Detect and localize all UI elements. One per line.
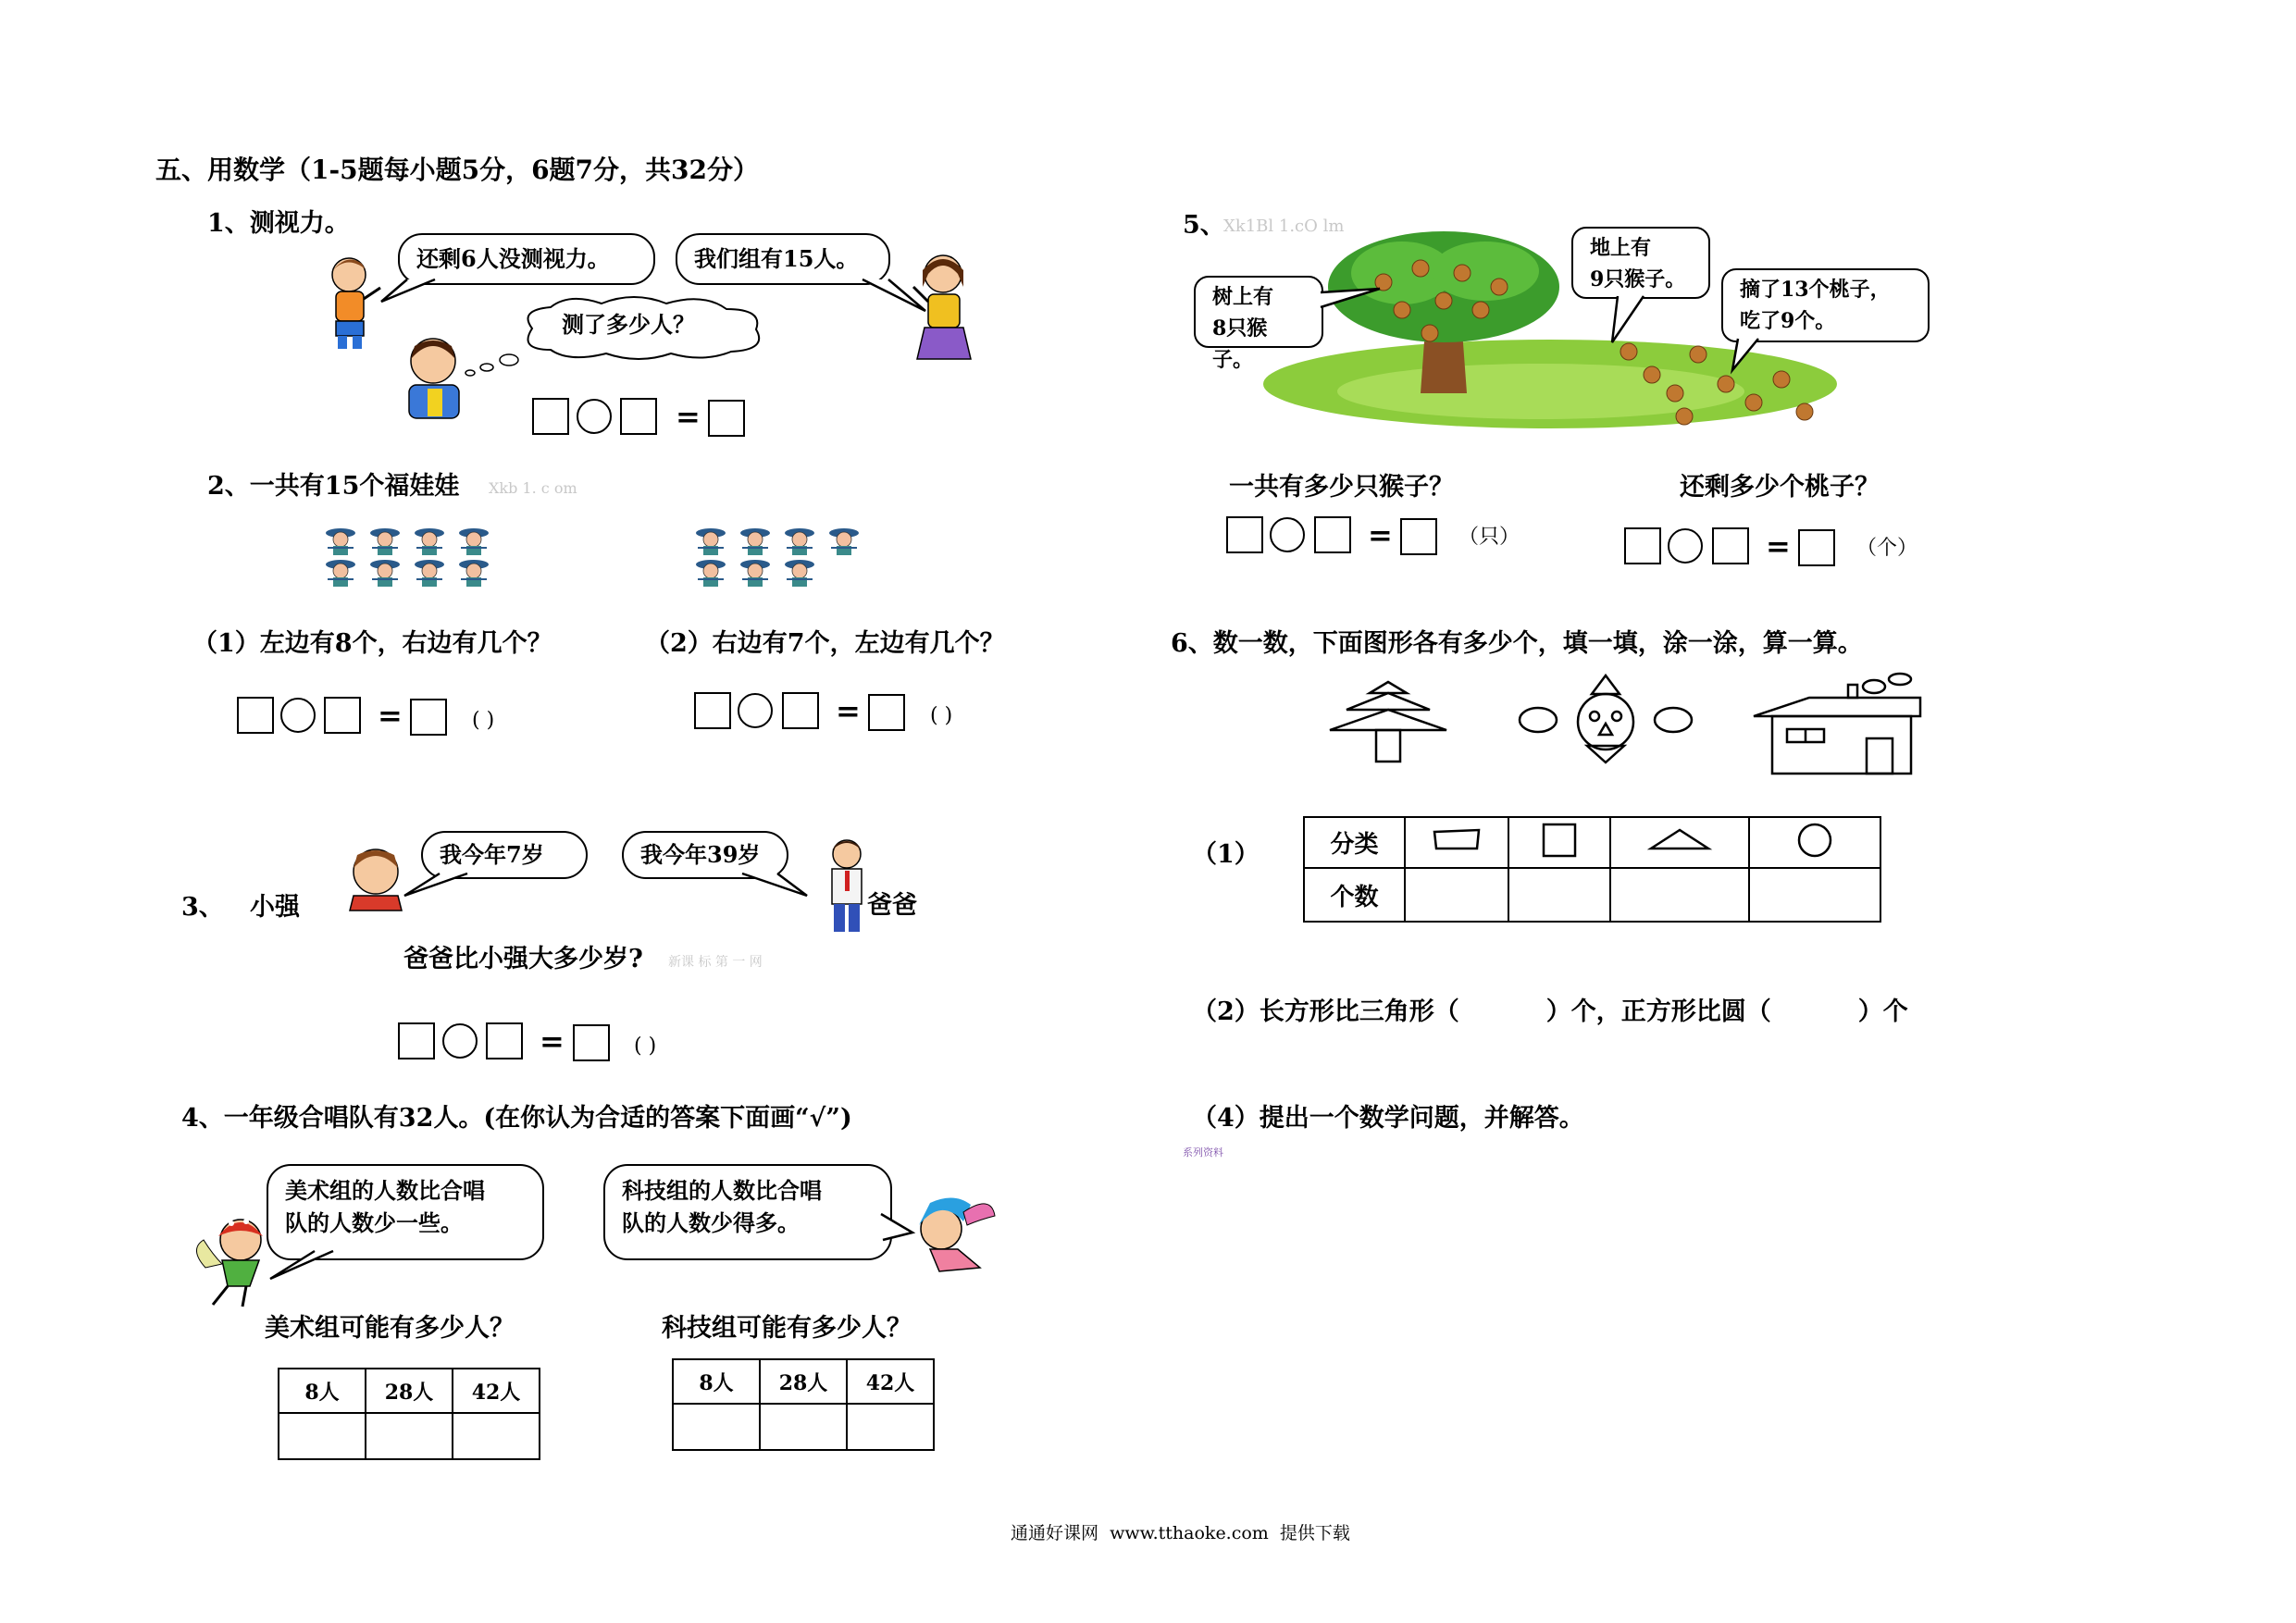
unit-label: （只）	[1458, 526, 1520, 549]
bubble-tail	[740, 872, 814, 899]
answer-box[interactable]	[708, 400, 745, 437]
doll-icon	[696, 560, 726, 587]
option-cell: 8人	[673, 1359, 760, 1404]
count-cell[interactable]	[1508, 868, 1610, 922]
count-cell[interactable]	[1610, 868, 1749, 922]
check-cell[interactable]	[366, 1413, 453, 1459]
doll-icon	[829, 528, 859, 555]
answer-box[interactable]	[1314, 516, 1351, 553]
answer-box[interactable]	[782, 692, 819, 729]
dad-illustration	[819, 837, 875, 935]
monkey-icon	[1435, 292, 1452, 309]
option-cell: 42人	[847, 1359, 934, 1404]
equals-sign: =	[378, 698, 403, 733]
answer-box[interactable]	[620, 398, 657, 435]
monkey-icon	[1796, 403, 1813, 420]
monkey-icon	[1690, 346, 1706, 363]
bubble-line: 队的人数少一些。	[285, 1208, 463, 1236]
answer-box[interactable]	[410, 699, 447, 736]
bubble-line: 队的人数少得多。	[622, 1208, 800, 1236]
check-cell[interactable]	[279, 1413, 366, 1459]
monkey-icon	[1745, 394, 1762, 411]
q5-bubble-tree	[1194, 276, 1323, 372]
option-cell: 42人	[453, 1369, 540, 1413]
girl-illustration	[912, 250, 976, 384]
bubble-line: 吃了9个。	[1740, 309, 1836, 333]
q3-bubble-child: 我今年7岁	[421, 831, 588, 879]
equals-sign: =	[540, 1023, 565, 1059]
unit-label: （个）	[1856, 537, 1918, 560]
q6-count-table	[1303, 816, 1881, 923]
doll-icon	[370, 528, 400, 555]
square-icon	[1508, 817, 1610, 868]
count-cell[interactable]	[1405, 868, 1508, 922]
check-cell[interactable]	[673, 1404, 760, 1450]
bubble-line: 9只猴子。	[1590, 267, 1686, 291]
monkey-icon	[1491, 279, 1508, 295]
monkey-icon	[1472, 302, 1489, 318]
doll-icon	[740, 528, 770, 555]
monkey-icon	[1773, 371, 1790, 388]
monkey-icon	[1644, 366, 1660, 383]
answer-box[interactable]	[1226, 516, 1263, 553]
operator-circle[interactable]	[280, 698, 316, 733]
table-row-header: 分类	[1304, 817, 1405, 868]
boy-illustration	[319, 254, 384, 352]
bubble-line: 美术组的人数比合唱	[285, 1177, 485, 1204]
operator-circle[interactable]	[738, 693, 773, 728]
q2-title: 2、一共有15个福娃娃	[207, 472, 460, 501]
q4-options-table-right	[672, 1358, 935, 1451]
operator-circle[interactable]	[1668, 528, 1703, 564]
doll-icon	[370, 560, 400, 587]
q2-watermark: Xkb 1. c om	[489, 479, 577, 497]
doll-icon	[326, 528, 355, 555]
q5-bubble-peach	[1721, 268, 1930, 342]
q1-bubble-left: 还剩6人没测视力。	[398, 233, 655, 285]
unit-blank: ( )	[930, 704, 953, 727]
section-title: 五、用数学（1-5题每小题5分，6题7分，共32分）	[155, 155, 760, 185]
equals-sign: =	[836, 693, 861, 728]
q4-bubble-right	[603, 1164, 892, 1260]
bubble-tail	[403, 872, 477, 899]
doll-group-left	[326, 527, 511, 592]
answer-box[interactable]	[532, 398, 569, 435]
q3-child-name: 小强	[250, 893, 300, 922]
q1-bubble-right: 我们组有15人。	[676, 233, 890, 285]
answer-box[interactable]	[486, 1022, 523, 1059]
check-cell[interactable]	[847, 1404, 934, 1450]
triangle-icon	[1610, 817, 1749, 868]
doll-icon	[415, 560, 444, 587]
doll-icon	[785, 560, 814, 587]
check-cell[interactable]	[453, 1413, 540, 1459]
monkey-icon	[1454, 265, 1471, 281]
q5-bubble-ground	[1571, 227, 1710, 299]
option-cell: 28人	[760, 1359, 847, 1404]
rectangle-icon	[1405, 817, 1508, 868]
count-cell[interactable]	[1749, 868, 1880, 922]
equals-sign: =	[676, 399, 701, 434]
doll-group-right	[696, 527, 881, 592]
q6-sub4: （4）提出一个数学问题，并解答。	[1192, 1104, 1584, 1133]
monkey-icon	[1421, 325, 1438, 341]
page-footer: 通通好课网 www.tthaoke.com 提供下载	[1011, 1523, 1350, 1543]
unit-blank: ( )	[634, 1035, 657, 1058]
q3-number: 3、	[181, 893, 224, 922]
q5-watermark: Xk1Bl 1.cO lm	[1223, 217, 1345, 236]
monkey-icon	[1394, 302, 1410, 318]
q4-bubble-left	[267, 1164, 544, 1260]
option-cell: 8人	[279, 1369, 366, 1413]
clown-shape-figure	[1518, 674, 1694, 766]
answer-box[interactable]	[573, 1024, 610, 1061]
q1-title: 1、测视力。	[207, 209, 350, 238]
fairy-right-illustration	[902, 1194, 999, 1282]
answer-box[interactable]	[1798, 529, 1835, 566]
q6-sub2: （2）长方形比三角形（ ）个，正方形比圆（ ）个	[1192, 997, 1908, 1026]
monkey-icon	[1412, 260, 1429, 277]
q5-question-left: 一共有多少只猴子？	[1229, 473, 1454, 502]
thinking-boy-illustration	[396, 333, 470, 421]
equals-sign: =	[1368, 517, 1393, 552]
q4-options-table-left	[278, 1368, 540, 1460]
monkey-icon	[1667, 385, 1683, 402]
q4-question-right: 科技组可能有多少人？	[662, 1314, 912, 1343]
q5-question-right: 还剩多少个桃子？	[1680, 473, 1880, 502]
bubble-line: 8只猴子。	[1212, 316, 1268, 372]
doll-icon	[459, 560, 489, 587]
bubble-tail	[268, 1249, 342, 1282]
q6-small-note: 系列资料	[1183, 1146, 1223, 1158]
bubble-line: 树上有	[1212, 285, 1274, 309]
doll-icon	[785, 528, 814, 555]
answer-box[interactable]	[868, 694, 905, 731]
q4-question-left: 美术组可能有多少人？	[265, 1314, 515, 1343]
check-cell[interactable]	[760, 1404, 847, 1450]
house-shape-figure	[1744, 674, 1930, 780]
q4-title: 4、一年级合唱队有32人。(在你认为合适的答案下面画“√”)	[181, 1104, 852, 1133]
bubble-tail	[1319, 287, 1384, 315]
q3-dad-name: 爸爸	[867, 891, 917, 920]
q2-sub2: （2）右边有7个，左边有几个？	[645, 629, 1005, 658]
answer-box[interactable]	[1400, 518, 1437, 555]
bubble-tail	[379, 278, 444, 305]
q6-title: 6、数一数，下面图形各有多少个，填一填，涂一涂，算一算。	[1171, 629, 1863, 658]
xiaoqiang-illustration	[341, 844, 410, 911]
monkey-icon	[1718, 376, 1734, 392]
q3-bubble-dad: 我今年39岁	[622, 831, 788, 879]
q3-watermark: 新课 标 第 一 网	[668, 955, 763, 970]
q6-sub1-label: （1）	[1192, 840, 1260, 869]
table-row-header: 个数	[1304, 868, 1405, 922]
bubble-tail	[1731, 337, 1768, 374]
equals-sign: =	[1766, 528, 1791, 564]
q1-thought-text: 测了多少人？	[562, 311, 695, 338]
doll-icon	[740, 560, 770, 587]
tree-shape-figure	[1328, 680, 1448, 763]
answer-box[interactable]	[237, 697, 274, 734]
doll-icon	[415, 528, 444, 555]
answer-box[interactable]	[1624, 527, 1661, 564]
q3-question: 爸爸比小强大多少岁?	[403, 945, 643, 973]
circle-icon	[1749, 817, 1880, 868]
answer-box[interactable]	[1712, 527, 1749, 564]
option-cell: 28人	[366, 1369, 453, 1413]
bubble-tail	[1610, 294, 1657, 346]
answer-box[interactable]	[694, 692, 731, 729]
bubble-line: 地上有	[1590, 236, 1652, 260]
doll-icon	[326, 560, 355, 587]
doll-icon	[459, 528, 489, 555]
unit-blank: ( )	[472, 709, 495, 732]
q5-number: 5、	[1183, 211, 1225, 240]
bubble-line: 科技组的人数比合唱	[622, 1177, 822, 1204]
doll-icon	[696, 528, 726, 555]
operator-circle[interactable]	[442, 1023, 478, 1059]
answer-box[interactable]	[398, 1022, 435, 1059]
bubble-line: 摘了13个桃子，	[1740, 278, 1891, 302]
monkey-icon	[1676, 408, 1693, 425]
operator-circle[interactable]	[577, 399, 612, 434]
answer-box[interactable]	[324, 697, 361, 734]
q2-sub1: （1）左边有8个，右边有几个？	[192, 629, 552, 658]
operator-circle[interactable]	[1270, 517, 1305, 552]
